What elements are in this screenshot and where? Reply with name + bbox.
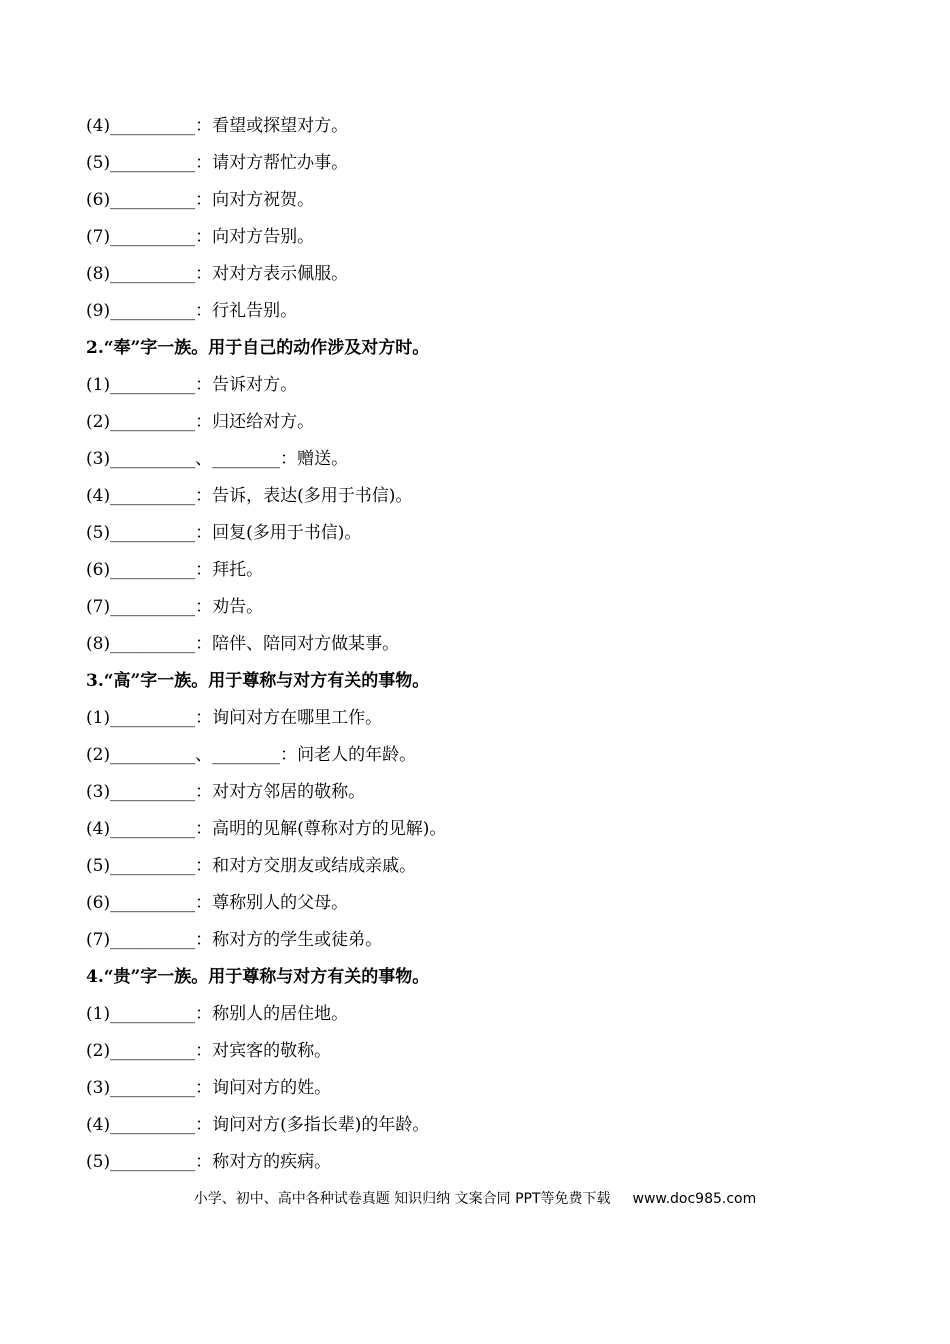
section-heading: 4.“贵”字一族。用于尊称与对方有关的事物。 <box>86 967 430 987</box>
item-line: (6)__________：拜托。 <box>86 560 264 580</box>
item-line: (2)__________：对宾客的敬称。 <box>86 1041 332 1061</box>
item-line: (8)__________：对对方表示佩服。 <box>86 264 349 284</box>
item-line: (8)__________：陪伴、陪同对方做某事。 <box>86 634 400 654</box>
section-heading: 3.“高”字一族。用于尊称与对方有关的事物。 <box>86 671 430 691</box>
item-line: (5)__________：和对方交朋友或结成亲戚。 <box>86 856 417 876</box>
item-line: (4)__________：告诉，表达(多用于书信)。 <box>86 486 413 506</box>
item-line: (5)__________：请对方帮忙办事。 <box>86 153 349 173</box>
item-line: (1)__________：询问对方在哪里工作。 <box>86 708 383 728</box>
item-line: (4)__________：询问对方(多指长辈)的年龄。 <box>86 1115 430 1135</box>
item-line: (1)__________：告诉对方。 <box>86 375 298 395</box>
item-line: (4)__________：高明的见解(尊称对方的见解)。 <box>86 819 447 839</box>
item-line: (3)__________、________：赠送。 <box>86 449 349 469</box>
item-line: (7)__________：劝告。 <box>86 597 264 617</box>
item-line: (3)__________：对对方邻居的敬称。 <box>86 782 366 802</box>
item-line: (2)__________：归还给对方。 <box>86 412 315 432</box>
item-line: (6)__________：尊称别人的父母。 <box>86 893 349 913</box>
item-line: (7)__________：称对方的学生或徒弟。 <box>86 930 383 950</box>
item-line: (9)__________：行礼告别。 <box>86 301 298 321</box>
item-line: (5)__________：称对方的疾病。 <box>86 1152 332 1172</box>
item-line: (4)__________：看望或探望对方。 <box>86 116 349 136</box>
document-body <box>86 108 886 1181</box>
item-line: (1)__________：称别人的居住地。 <box>86 1004 349 1024</box>
item-line: (3)__________：询问对方的姓。 <box>86 1078 332 1098</box>
item-line: (6)__________：向对方祝贺。 <box>86 190 315 210</box>
item-line: (2)__________、________：问老人的年龄。 <box>86 745 417 765</box>
item-line: (5)__________：回复(多用于书信)。 <box>86 523 362 543</box>
item-line: (7)__________：向对方告别。 <box>86 227 315 247</box>
page-footer <box>0 1188 950 1208</box>
footer-url: www.doc985.com <box>632 1191 757 1207</box>
footer-text: 小学、初中、高中各种试卷真题 知识归纳 文案合同 PPT等免费下载 <box>193 1191 611 1207</box>
section-heading: 2.“奉”字一族。用于自己的动作涉及对方时。 <box>86 338 430 358</box>
